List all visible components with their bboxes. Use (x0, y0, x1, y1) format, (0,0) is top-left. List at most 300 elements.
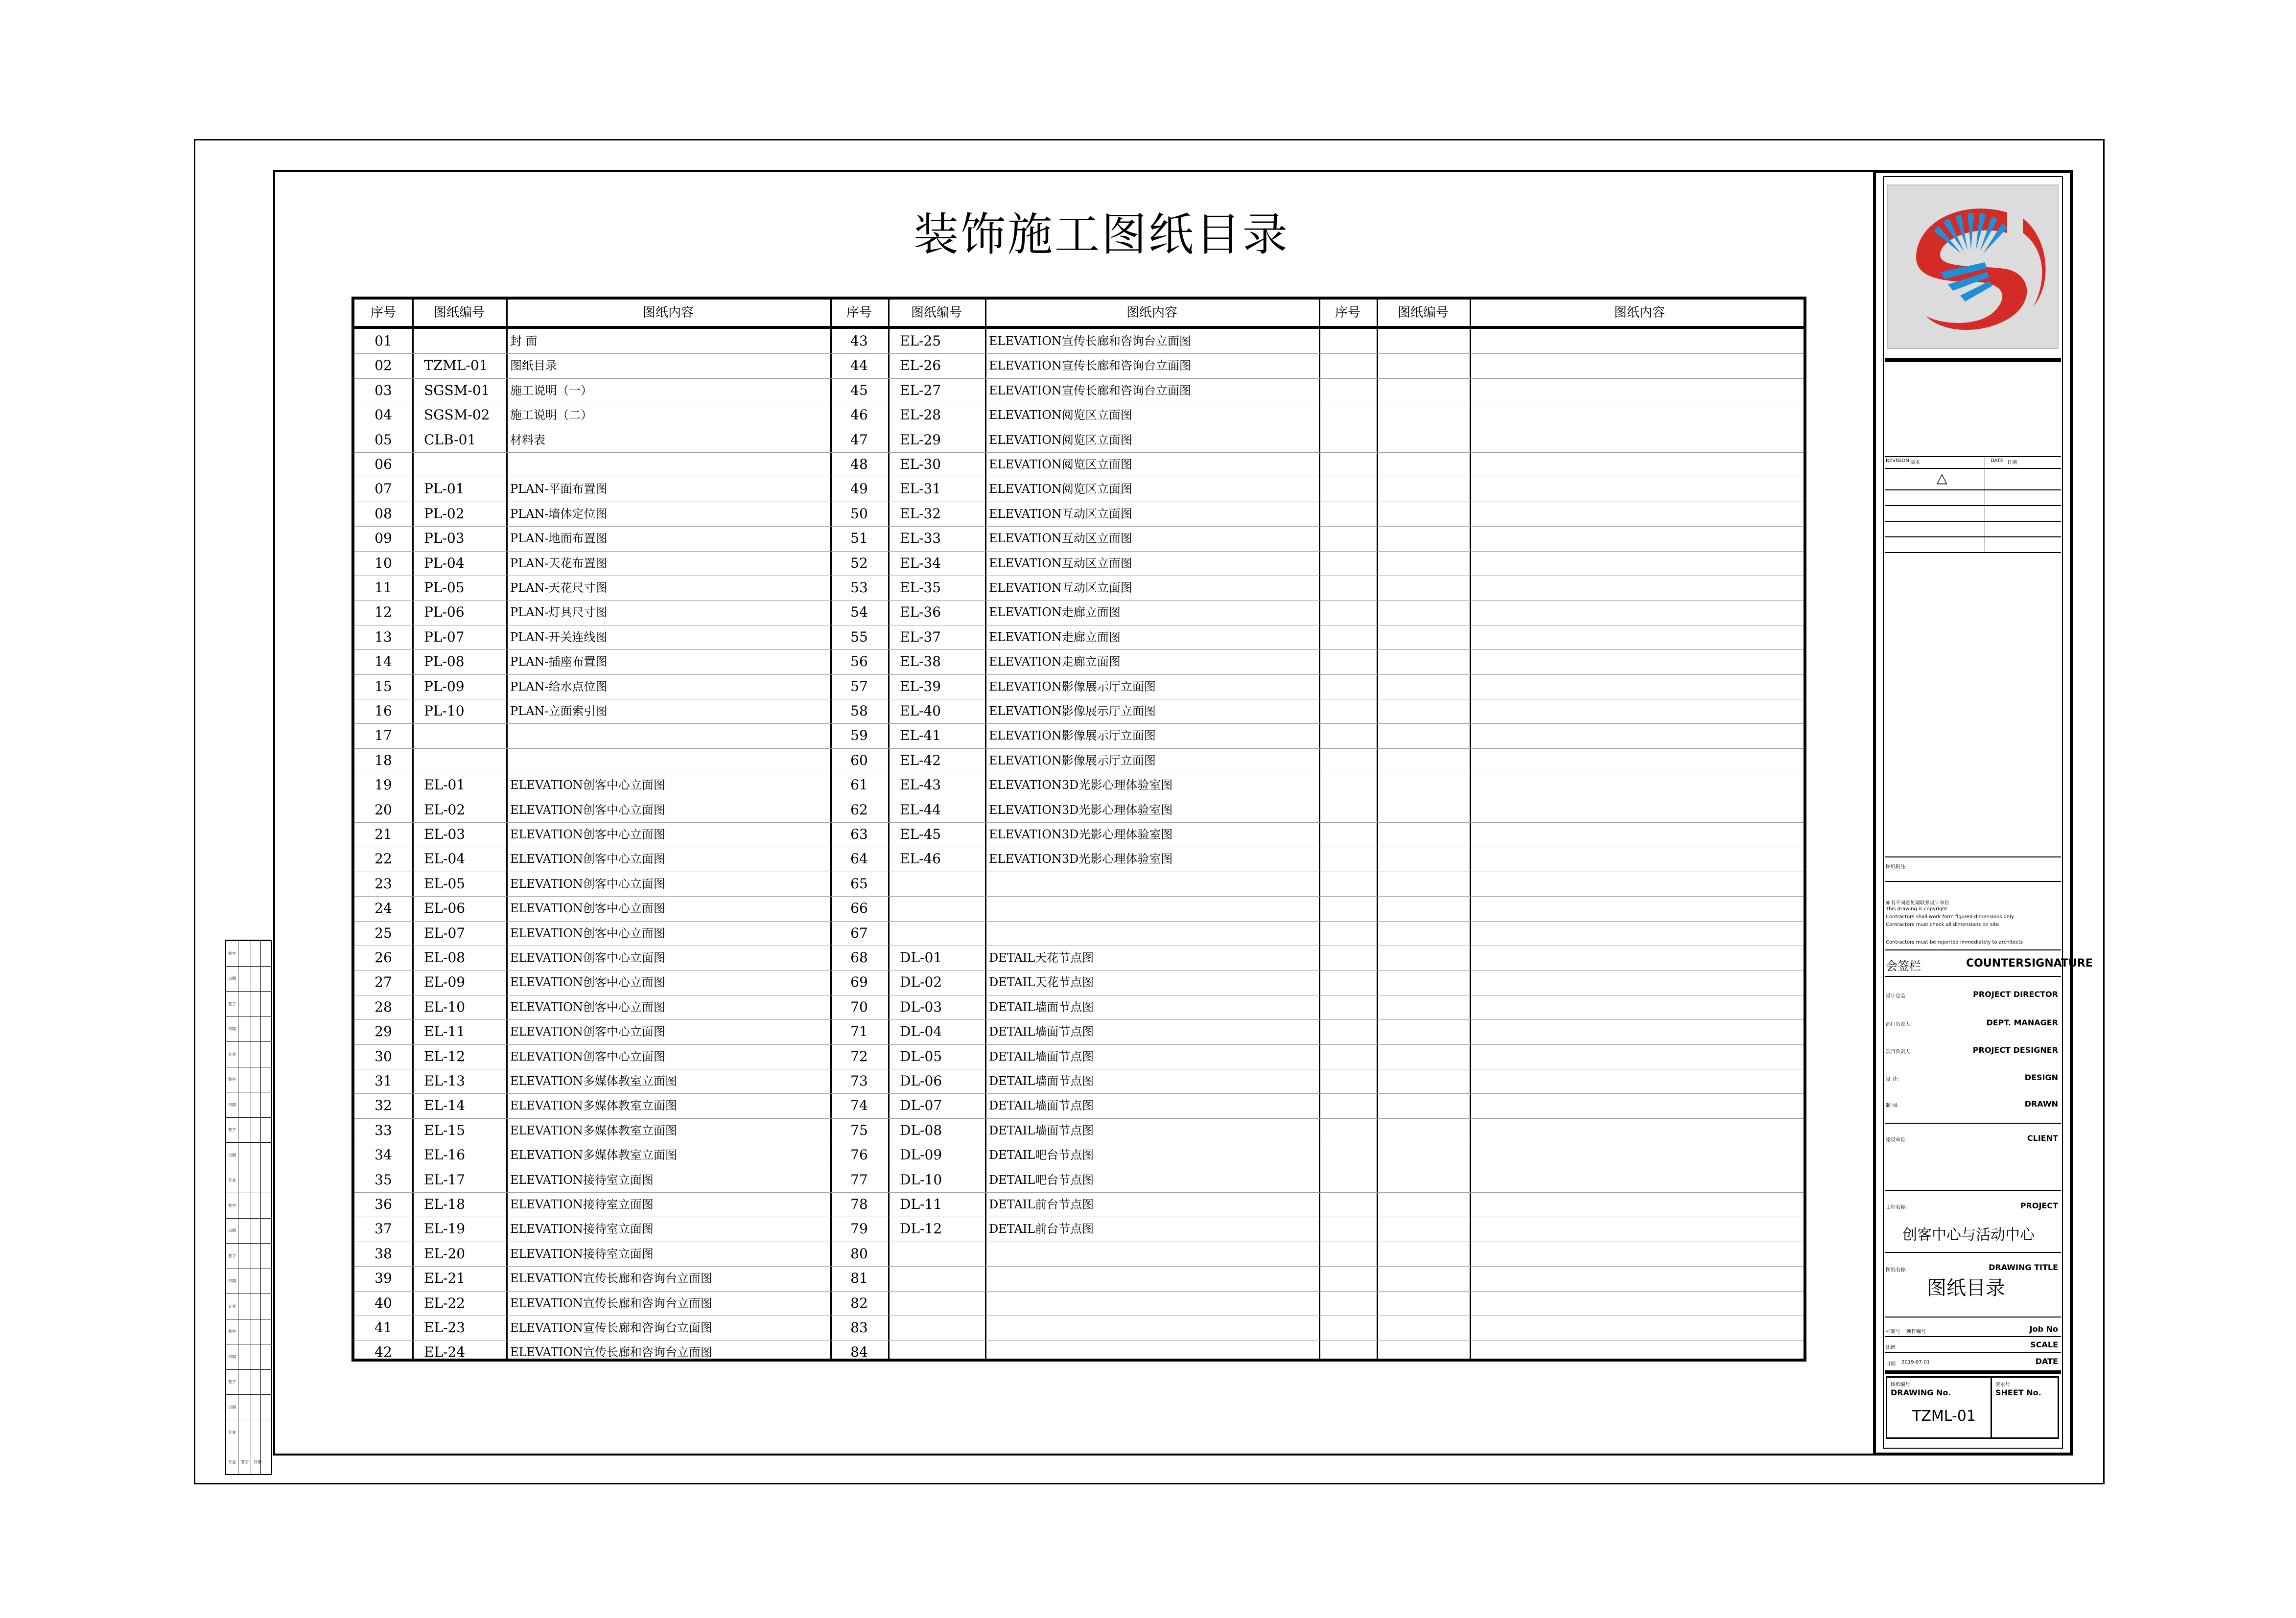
table-cell-seq: 57 (850, 678, 868, 694)
table-cell-code: EL-24 (424, 1344, 466, 1361)
strip-label: 签字 (228, 951, 236, 956)
table-cell-code: EL-45 (900, 826, 941, 842)
table-cell-seq: 72 (850, 1048, 868, 1064)
table-cell-code: EL-12 (424, 1048, 466, 1064)
table-cell-desc: ELEVATION多媒体教室立面图 (510, 1123, 677, 1137)
table-cell-code: SGSM-01 (424, 382, 490, 398)
table-cell-code: PL-02 (424, 505, 465, 522)
header-desc: 图纸内容 (642, 305, 694, 320)
table-cell-code: EL-44 (900, 801, 941, 818)
table-cell-seq: 45 (850, 382, 868, 398)
countersign-cn: 会签栏 (1886, 959, 1921, 973)
table-cell-code: EL-41 (900, 727, 941, 744)
countersign-top (1885, 949, 2061, 950)
table-cell-code: DL-05 (900, 1048, 942, 1064)
table-cell-code (888, 1242, 997, 1266)
client-top (1885, 1123, 2061, 1124)
table-cell-seq: 48 (850, 456, 868, 472)
table-cell-code: PL-10 (424, 703, 465, 719)
project-name: 创客中心与活动中心 (1902, 1226, 2035, 1244)
table-cell-desc: DETAIL吧台节点图 (989, 1173, 1094, 1187)
table-cell-seq: 15 (375, 678, 392, 694)
table-cell-code: DL-08 (900, 1122, 942, 1138)
table-cell-desc: ELEVATION创客中心立面图 (510, 975, 665, 990)
table-cell-desc: DETAIL天花节点图 (989, 951, 1094, 965)
date-value: 2019-07-01 (1901, 1360, 1930, 1365)
table-cell-desc: PLAN-墙体定位图 (510, 507, 608, 521)
table-cell-code: EL-33 (900, 530, 941, 547)
table-cell-seq: 75 (850, 1122, 868, 1138)
client-cn: 建设单位: (1886, 1137, 1907, 1143)
date-cn: 日期 (1886, 1362, 1896, 1367)
table-cell-seq: 64 (850, 851, 868, 867)
table-cell-seq: 56 (850, 653, 868, 670)
table-cell-code: EL-09 (424, 974, 466, 991)
table-cell-desc (985, 896, 1323, 921)
table-cell-desc: ELEVATION创客中心立面图 (510, 901, 665, 916)
table-cell-seq: 08 (375, 505, 392, 522)
table-cell-seq: 54 (850, 604, 868, 621)
header-desc: 图纸内容 (1614, 305, 1665, 320)
table-cell-seq: 79 (850, 1221, 868, 1237)
table-cell-desc: ELEVATION接待室立面图 (510, 1247, 654, 1261)
table-cell-desc: 材料表 (510, 433, 545, 447)
table-cell-code (888, 1291, 997, 1316)
strip-label: 日期 (228, 1405, 236, 1410)
table-cell-code: DL-07 (900, 1097, 942, 1114)
table-cell-desc (506, 723, 834, 748)
table-cell-desc: 封 面 (510, 334, 538, 348)
table-cell-desc: ELEVATION多媒体教室立面图 (510, 1099, 677, 1113)
table-cell-code: EL-20 (424, 1245, 466, 1262)
table-cell-code: EL-26 (900, 357, 941, 374)
notes-divider (1885, 881, 2061, 882)
table-cell-desc: ELEVATION走廊立面图 (989, 655, 1121, 669)
table-cell-seq: 03 (375, 382, 392, 398)
drawing-no-cn: 图纸编号 (1891, 1382, 1910, 1387)
table-cell-seq: 82 (850, 1294, 868, 1311)
table-cell-code: TZML-01 (424, 357, 488, 374)
date-label: DATE (1991, 458, 2004, 463)
table-cell-desc: ELEVATION创客中心立面图 (510, 778, 665, 792)
table-cell-seq: 47 (850, 431, 868, 448)
strip-label: 日期 (228, 1228, 236, 1233)
strip-label: 专业 (228, 1052, 236, 1057)
table-cell-seq: 17 (375, 727, 392, 744)
header-seq: 序号 (370, 305, 396, 320)
table-cell-seq: 77 (850, 1171, 868, 1188)
table-cell-desc (985, 1316, 1323, 1340)
table-cell-desc: ELEVATION创客中心立面图 (510, 1025, 665, 1039)
project-en: PROJECT (2020, 1201, 2058, 1210)
strip-label: 签字 (228, 1329, 236, 1334)
drawing-number: TZML-01 (1912, 1408, 1976, 1425)
table-cell-seq: 80 (850, 1245, 868, 1262)
table-cell-desc (985, 1340, 1323, 1364)
note-line: 如有不同意见请联系设计单位 (1886, 901, 1949, 906)
table-cell-desc: DETAIL吧台节点图 (989, 1148, 1094, 1162)
table-cell-seq: 23 (375, 875, 392, 892)
strip-row-line (226, 991, 271, 992)
strip-bottom-label: 专业 (228, 1460, 236, 1464)
table-cell-code: EL-17 (424, 1171, 466, 1188)
table-cell-code: DL-01 (900, 949, 942, 966)
table-cell-seq: 68 (850, 949, 868, 966)
table-cell-seq: 14 (375, 653, 392, 670)
sheet-no-en: SHEET No. (1995, 1388, 2041, 1397)
table-cell-seq: 42 (375, 1344, 392, 1361)
table-cell-seq: 25 (375, 925, 392, 941)
header-desc: 图纸内容 (1126, 305, 1177, 320)
table-cell-seq: 31 (375, 1073, 392, 1089)
table-cell-code: EL-37 (900, 628, 941, 645)
scale-en: SCALE (2030, 1340, 2058, 1349)
table-cell-seq: 67 (850, 925, 868, 941)
table-cell-desc: ELEVATION宣传长廊和咨询台立面图 (989, 334, 1191, 348)
table-cell-seq: 43 (850, 333, 868, 349)
role-cn: 制 图: (1886, 1103, 1899, 1109)
table-cell-desc: ELEVATION宣传长廊和咨询台立面图 (510, 1321, 712, 1335)
table-cell-code: EL-03 (424, 826, 466, 842)
drawing-no-en: DRAWING No. (1891, 1388, 1951, 1397)
table-cell-code: DL-11 (900, 1196, 942, 1212)
table-cell-desc: ELEVATION3D光影心理体验室图 (989, 828, 1173, 841)
header-seq: 序号 (846, 305, 872, 320)
table-cell-code: EL-19 (424, 1221, 466, 1237)
table-cell-desc: ELEVATION互动区立面图 (989, 532, 1132, 546)
table-cell-seq: 21 (375, 826, 392, 842)
table-cell-code: PL-06 (424, 604, 465, 621)
revision-row-line (1885, 489, 2061, 490)
table-cell-desc: ELEVATION创客中心立面图 (510, 951, 665, 965)
table-cell-desc: ELEVATION影像展示厅立面图 (989, 753, 1156, 767)
table-cell-code: DL-04 (900, 1023, 942, 1040)
table-cell-seq: 38 (375, 1245, 392, 1262)
table-cell-seq: 59 (850, 727, 868, 744)
table-cell-code: EL-34 (900, 555, 941, 571)
table-cell-desc: DETAIL墙面节点图 (989, 1099, 1094, 1113)
strip-label: 专业 (228, 1304, 236, 1309)
table-cell-desc: ELEVATION互动区立面图 (989, 507, 1132, 521)
table-cell-code: EL-46 (900, 851, 941, 867)
table-cell-code: EL-05 (424, 875, 466, 892)
table-cell-code: EL-15 (424, 1122, 466, 1138)
table-cell-seq: 53 (850, 579, 868, 596)
company-logo (1887, 184, 2059, 349)
table-cell-seq: 26 (375, 949, 392, 966)
table-cell-seq: 73 (850, 1073, 868, 1089)
table-cell-seq: 22 (375, 851, 392, 867)
table-cell-desc: ELEVATION创客中心立面图 (510, 1000, 665, 1014)
table-cell-desc: PLAN-立面索引图 (510, 704, 608, 718)
table-cell-code (888, 872, 997, 896)
notes-top (1885, 856, 2061, 857)
table-cell-seq: 81 (850, 1270, 868, 1287)
table-cell-code: PL-03 (424, 530, 465, 547)
table-cell-seq: 78 (850, 1196, 868, 1212)
revision-row-line (1885, 505, 2061, 506)
role-cn: 设计总监: (1886, 994, 1907, 999)
role-en: DESIGN (2024, 1073, 2058, 1082)
note-line: Contractors must be reported immediately to architects (1886, 940, 2023, 945)
table-cell-code: EL-25 (900, 333, 941, 349)
table-cell-code: EL-39 (900, 678, 941, 694)
table-cell-desc: ELEVATION创客中心立面图 (510, 828, 665, 841)
strip-label: 日期 (228, 976, 236, 981)
scale-top (1885, 1336, 2061, 1337)
table-cell-code: EL-30 (900, 456, 941, 472)
table-cell-seq: 70 (850, 998, 868, 1015)
table-cell-seq: 44 (850, 357, 868, 374)
role-cn: 设 计: (1886, 1077, 1899, 1082)
role-cn: 项目负责人: (1886, 1049, 1912, 1055)
table-cell-desc: ELEVATION宣传长廊和咨询台立面图 (989, 359, 1191, 373)
table-cell-code: EL-13 (424, 1073, 466, 1089)
strip-label: 日期 (228, 1027, 236, 1032)
table-cell-desc: ELEVATION走廊立面图 (989, 605, 1121, 620)
table-cell-code: EL-40 (900, 703, 941, 719)
table-cell-code: EL-21 (424, 1270, 466, 1287)
role-en: PROJECT DIRECTOR (1973, 990, 2058, 999)
table-cell-code: PL-04 (424, 555, 465, 571)
table-cell-seq: 50 (850, 505, 868, 522)
table-cell-desc: PLAN-天花布置图 (510, 556, 608, 570)
revision-row-line (1885, 552, 2061, 553)
scale-cn: 比例 (1886, 1345, 1896, 1350)
table-cell-code: EL-16 (424, 1147, 466, 1163)
strip-bottom-label: 签字 (241, 1460, 249, 1464)
table-cell-seq: 66 (850, 900, 868, 917)
table-cell-desc: ELEVATION宣传长廊和咨询台立面图 (510, 1271, 712, 1286)
table-cell-desc: ELEVATION阅览区立面图 (989, 458, 1132, 471)
table-cell-desc (985, 1266, 1323, 1291)
note-line: Contractors must check all dimensions on site (1886, 922, 1999, 927)
table-cell-code: DL-06 (900, 1073, 942, 1089)
table-cell-seq: 34 (375, 1147, 392, 1163)
table-cell-seq: 32 (375, 1097, 392, 1114)
table-cell-code: EL-04 (424, 851, 466, 867)
header-code: 图纸编号 (433, 305, 485, 320)
table-cell-seq: 60 (850, 752, 868, 768)
drawing-index-table (351, 297, 1806, 1362)
table-cell-seq: 65 (850, 875, 868, 892)
table-cell-code: EL-23 (424, 1319, 466, 1336)
table-cell-desc: ELEVATION阅览区立面图 (989, 433, 1132, 447)
table-cell-desc: ELEVATION影像展示厅立面图 (989, 704, 1156, 718)
table-cell-desc: ELEVATION互动区立面图 (989, 581, 1132, 595)
revision-row-line (1885, 468, 2061, 469)
table-cell-desc: DETAIL天花节点图 (989, 975, 1094, 990)
table-cell-code: DL-09 (900, 1147, 942, 1163)
table-cell-desc: ELEVATION创客中心立面图 (510, 926, 665, 940)
table-cell-code: EL-22 (424, 1294, 466, 1311)
header-code: 图纸编号 (911, 305, 962, 320)
table-cell-desc (985, 1242, 1323, 1266)
table-column-line (1470, 300, 1471, 1359)
table-cell-seq: 19 (375, 777, 392, 793)
table-cell-desc: PLAN-平面布置图 (510, 482, 608, 496)
table-cell-desc: ELEVATION互动区立面图 (989, 556, 1132, 570)
table-cell-seq: 76 (850, 1147, 868, 1163)
strip-label: 签字 (228, 1380, 236, 1385)
strip-row-line (226, 1394, 271, 1395)
table-cell-code: EL-36 (900, 604, 941, 621)
countersign-divider (1885, 976, 2061, 977)
table-cell-desc: 施工说明（一） (510, 383, 592, 397)
table-cell-desc: DETAIL墙面节点图 (989, 1049, 1094, 1063)
table-cell-desc: ELEVATION3D光影心理体验室图 (989, 778, 1173, 792)
table-cell-seq: 83 (850, 1319, 868, 1336)
table-cell-seq: 55 (850, 628, 868, 645)
table-cell-desc: ELEVATION宣传长廊和咨询台立面图 (510, 1345, 712, 1360)
table-cell-seq: 12 (375, 604, 392, 621)
table-cell-code (412, 748, 518, 773)
table-cell-code: EL-31 (900, 481, 941, 497)
role-en: DEPT. MANAGER (1986, 1018, 2058, 1027)
table-cell-desc: PLAN-地面布置图 (510, 532, 608, 546)
table-cell-desc: ELEVATION宣传长廊和咨询台立面图 (989, 383, 1191, 397)
table-cell-seq: 58 (850, 703, 868, 719)
sheet-no-cn: 流水号 (1995, 1382, 2010, 1387)
tb-divider (1885, 358, 2061, 362)
notes-label: 图纸附注 (1886, 864, 1905, 870)
table-cell-desc (985, 921, 1323, 946)
table-cell-seq: 46 (850, 407, 868, 423)
table-cell-seq: 28 (375, 998, 392, 1015)
table-cell-seq: 16 (375, 703, 392, 719)
table-cell-desc: PLAN-灯具尺寸图 (510, 605, 608, 620)
table-cell-desc: ELEVATION阅览区立面图 (989, 408, 1132, 422)
note-line: Contractors shall work form figured dimensions only (1886, 914, 2014, 920)
table-cell-code: PL-07 (424, 628, 465, 645)
table-cell-desc: PLAN-天花尺寸图 (510, 581, 608, 595)
date-top (1885, 1352, 2061, 1353)
left-signature-strip (225, 940, 272, 1475)
table-cell-code: EL-42 (900, 752, 941, 768)
revision-delta-icon: △ (1937, 470, 1947, 486)
table-cell-desc: ELEVATION创客中心立面图 (510, 1049, 665, 1063)
table-cell-seq: 29 (375, 1023, 392, 1040)
table-cell-seq: 11 (375, 579, 392, 596)
date-label-cn: 日期 (2007, 460, 2017, 465)
table-cell-desc: DETAIL墙面节点图 (989, 1123, 1094, 1137)
strip-label: 专业 (228, 1178, 236, 1183)
table-cell-code: EL-14 (424, 1097, 466, 1114)
strip-row-line (226, 1117, 271, 1118)
strip-row-line (226, 1041, 271, 1042)
table-cell-code: EL-35 (900, 579, 941, 596)
table-cell-code: DL-10 (900, 1171, 942, 1188)
table-cell-seq: 74 (850, 1097, 868, 1114)
table-cell-code (888, 1316, 997, 1340)
table-cell-code: EL-32 (900, 505, 941, 522)
table-cell-seq: 02 (375, 357, 392, 374)
table-cell-code: DL-02 (900, 974, 942, 991)
strip-label: 签字 (228, 1001, 236, 1006)
strip-row-line (226, 1142, 271, 1143)
table-cell-desc: ELEVATION多媒体教室立面图 (510, 1074, 677, 1088)
table-cell-code: EL-28 (900, 407, 941, 423)
table-cell-seq: 01 (375, 333, 392, 349)
table-cell-code: PL-08 (424, 653, 465, 670)
table-cell-desc (985, 872, 1323, 896)
table-cell-seq: 10 (375, 555, 392, 571)
table-cell-seq: 04 (375, 407, 392, 423)
table-cell-seq: 69 (850, 974, 868, 991)
table-cell-desc: ELEVATION接待室立面图 (510, 1173, 654, 1187)
table-cell-code (412, 329, 518, 353)
job-top (1885, 1317, 2061, 1318)
strip-label: 日期 (228, 1279, 236, 1284)
table-cell-code (888, 921, 997, 946)
table-cell-code: EL-11 (424, 1023, 466, 1040)
table-cell-seq: 52 (850, 555, 868, 571)
table-cell-desc: ELEVATION阅览区立面图 (989, 482, 1132, 496)
table-cell-desc: ELEVATION影像展示厅立面图 (989, 679, 1156, 693)
table-cell-desc: ELEVATION宣传长廊和咨询台立面图 (510, 1296, 712, 1310)
strip-label: 签字 (228, 1253, 236, 1258)
table-cell-seq: 09 (375, 530, 392, 547)
table-cell-code: EL-10 (424, 998, 466, 1015)
table-cell-seq: 18 (375, 752, 392, 768)
table-cell-seq: 40 (375, 1294, 392, 1311)
table-cell-code: EL-38 (900, 653, 941, 670)
project-cn: 工程名称: (1886, 1205, 1907, 1210)
strip-label: 日期 (228, 1153, 236, 1157)
table-cell-seq: 30 (375, 1048, 392, 1064)
table-cell-seq: 37 (375, 1221, 392, 1237)
table-cell-desc: PLAN-插座布置图 (510, 655, 608, 669)
table-cell-code: EL-02 (424, 801, 466, 818)
strip-row-line (226, 1243, 271, 1244)
role-en: PROJECT DESIGNER (1972, 1045, 2058, 1055)
table-cell-desc: ELEVATION影像展示厅立面图 (989, 729, 1156, 743)
table-cell-seq: 07 (375, 481, 392, 497)
drawing-title-en: DRAWING TITLE (1989, 1263, 2058, 1272)
table-cell-seq: 33 (375, 1122, 392, 1138)
revision-row-line (1885, 536, 2061, 537)
table-cell-desc: ELEVATION多媒体教室立面图 (510, 1148, 677, 1162)
client-en: CLIENT (2027, 1133, 2058, 1143)
table-cell-desc: DETAIL墙面节点图 (989, 1000, 1094, 1014)
table-cell-code: SGSM-02 (424, 407, 490, 423)
table-cell-code (412, 723, 518, 748)
table-cell-desc (985, 1291, 1323, 1316)
table-cell-desc: ELEVATION走廊立面图 (989, 630, 1121, 644)
table-cell-code: PL-01 (424, 481, 465, 497)
table-cell-code (888, 896, 997, 921)
table-cell-code: EL-43 (900, 777, 941, 793)
table-cell-desc: 施工说明（二） (510, 408, 592, 422)
table-cell-desc (506, 452, 834, 477)
table-cell-seq: 35 (375, 1171, 392, 1188)
table-cell-seq: 71 (850, 1023, 868, 1040)
table-cell-desc: ELEVATION接待室立面图 (510, 1198, 654, 1211)
table-cell-code: PL-05 (424, 579, 465, 596)
drawing-no-top (1885, 1370, 2061, 1374)
table-cell-desc: 图纸目录 (510, 359, 557, 373)
table-cell-desc: PLAN-开关连线图 (510, 630, 608, 644)
table-cell-seq: 62 (850, 801, 868, 818)
strip-bottom-label: 日期 (254, 1460, 261, 1464)
strip-label: 日期 (228, 1102, 236, 1107)
table-cell-seq: 13 (375, 628, 392, 645)
table-column-line (1377, 300, 1378, 1359)
drawing-number-divider (1991, 1376, 1992, 1439)
strip-row-line (226, 1369, 271, 1370)
job-sub: 项目编号 (1906, 1329, 1926, 1335)
page-title: 装饰施工图纸目录 (913, 208, 1289, 261)
